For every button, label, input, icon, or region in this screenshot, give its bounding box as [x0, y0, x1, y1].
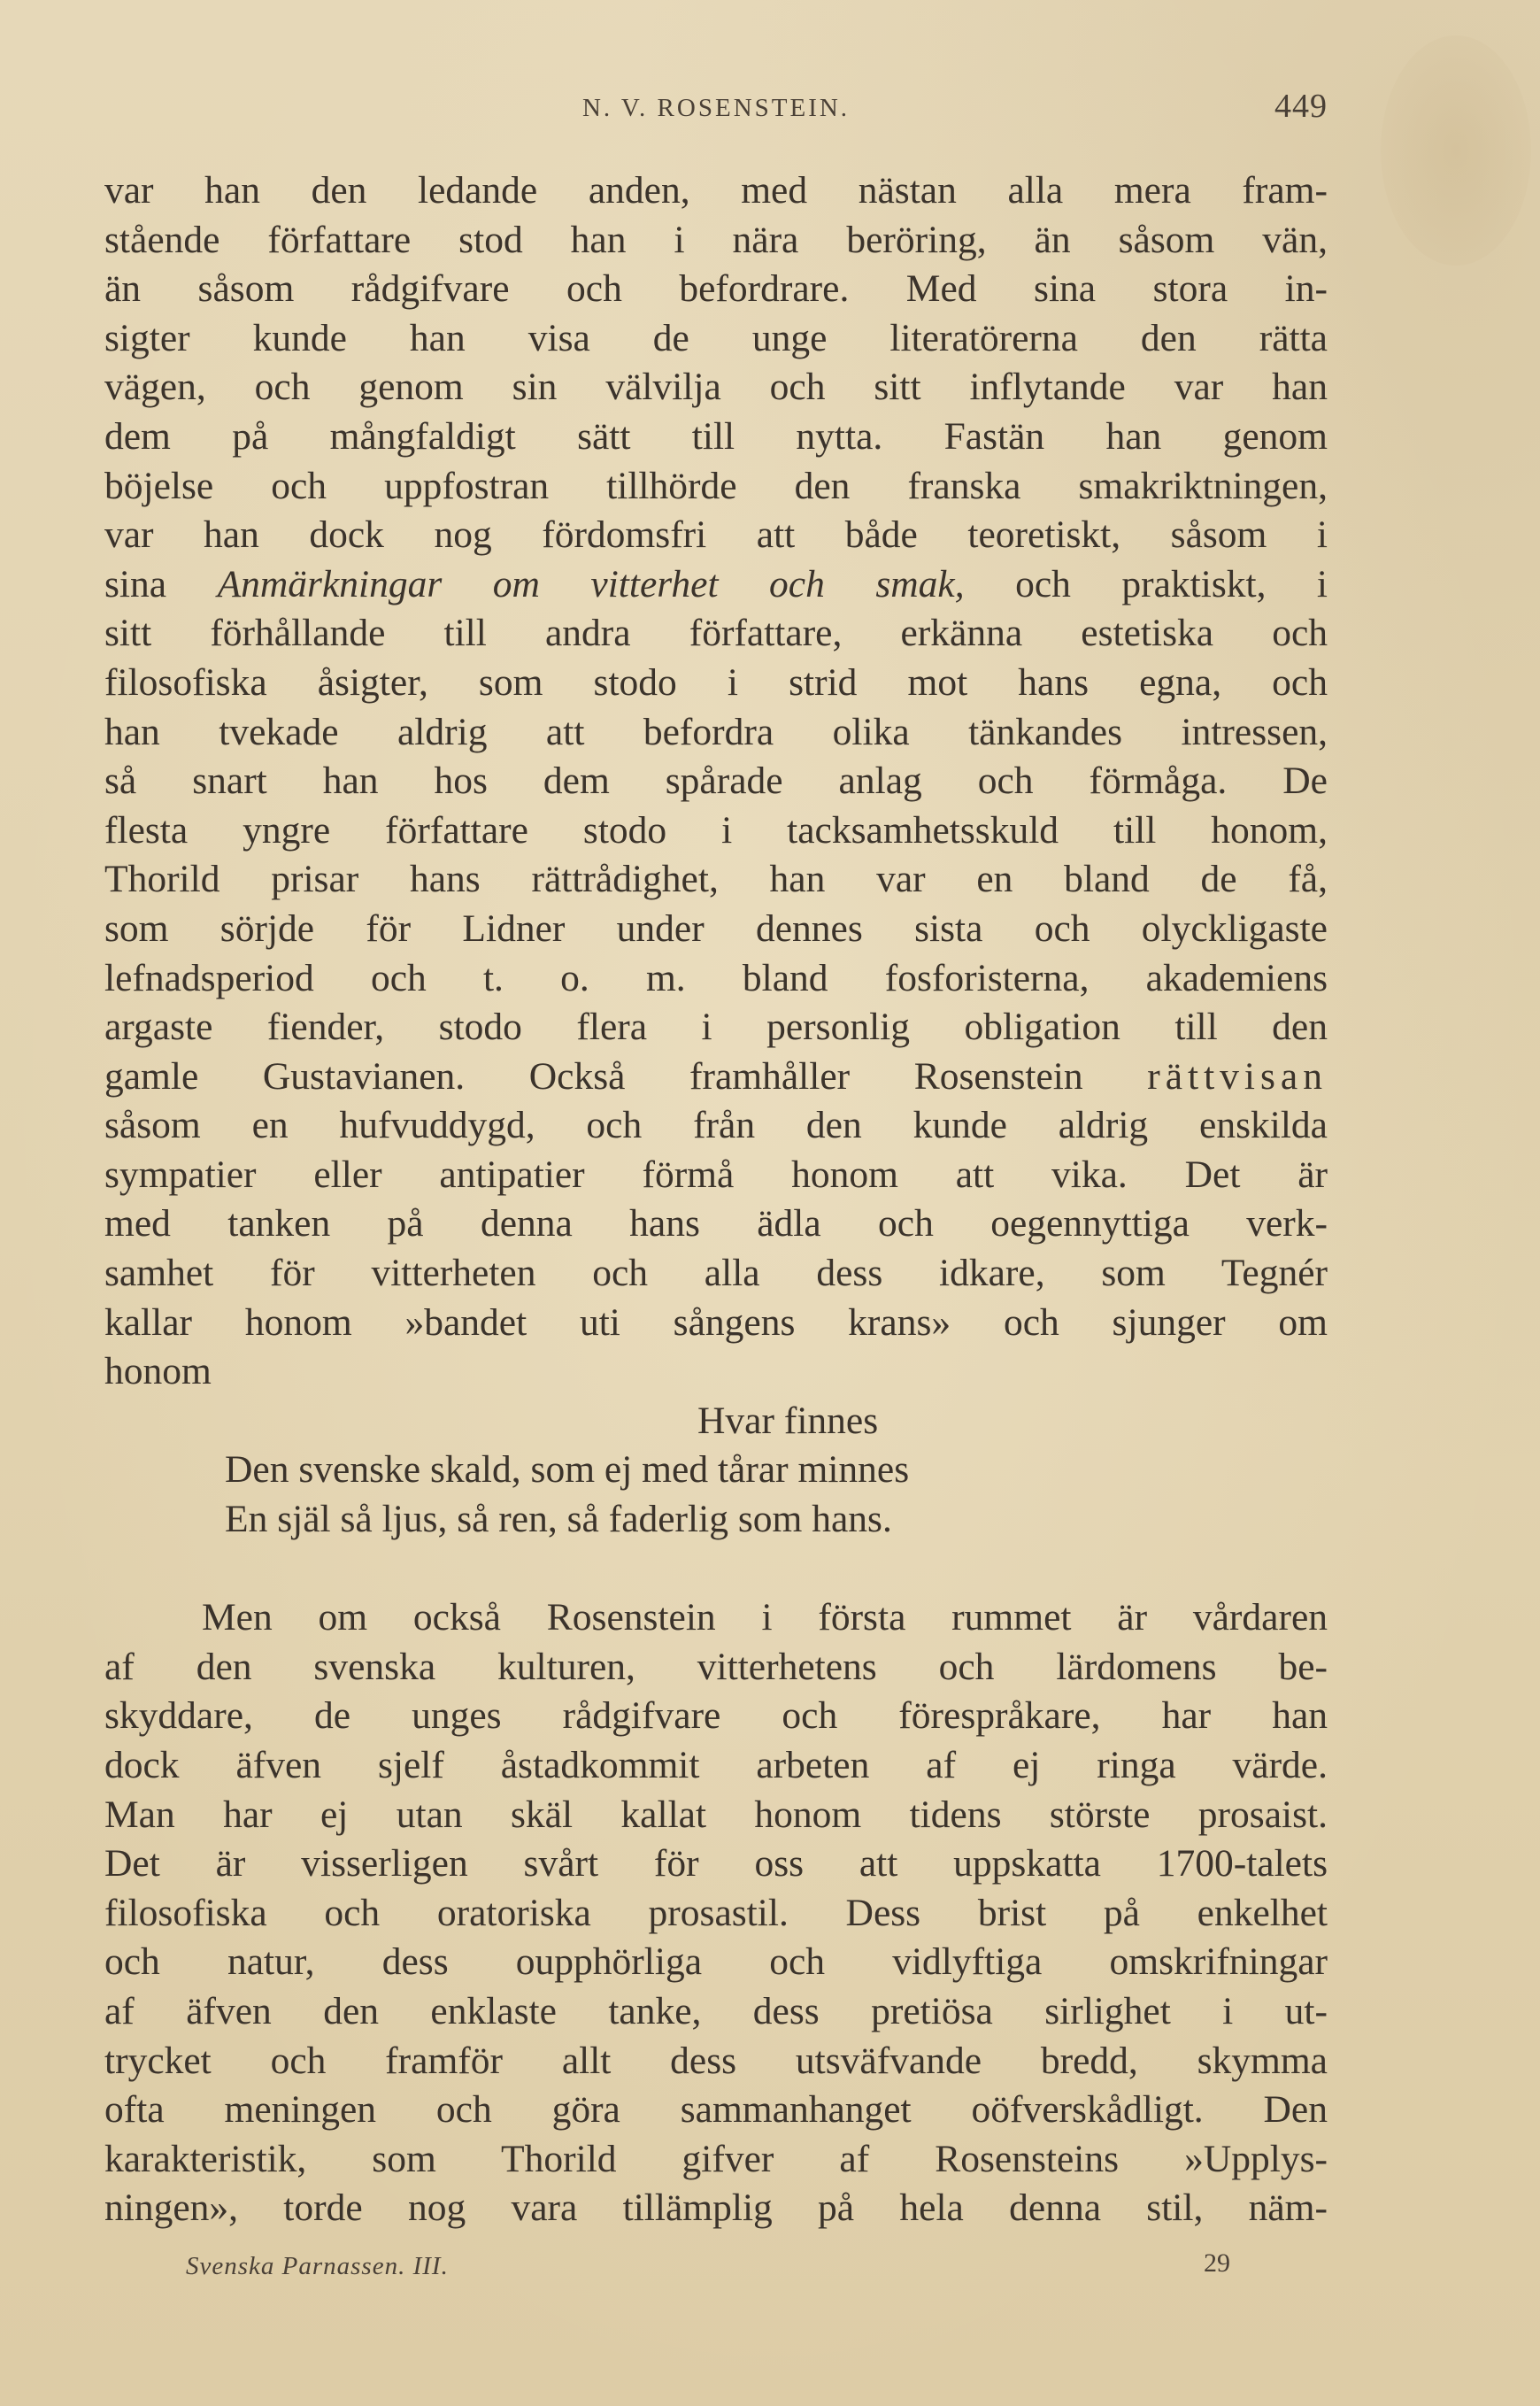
paragraph-gap — [104, 1545, 1328, 1594]
verse-quote — [104, 1397, 1328, 1545]
text-line: samhet för vitterheten och alla dess idkare, som Tegnér — [104, 1252, 1328, 1295]
text-line: af den svenska kulturen, vitterhetens och lärdomens be- — [104, 1645, 1328, 1688]
text-line: filosofiska åsigter, som stodo i strid mot hans egna, och — [104, 660, 1328, 704]
text-line: kallar honom »bandet uti sångens krans» och sjunger om — [104, 1300, 1328, 1344]
text-line-with-emphasis — [104, 1053, 1328, 1102]
text-body — [104, 166, 1328, 2233]
text-line: vägen, och genom sin välvilja och sitt inflytande var han — [104, 366, 1328, 409]
text-line: han tvekade aldrig att befordra olika tänkandes intressen, — [104, 710, 1328, 753]
text-line: sympatier eller antipatier förmå honom att vika. Det är — [104, 1153, 1328, 1196]
line-fragment: sina — [104, 562, 167, 605]
text-line: och natur, dess oupphörliga och vidlyftiga omskrifningar — [104, 1940, 1328, 1984]
text-line: Man har ej utan skäl kallat honom tidens störste prosaist. — [104, 1793, 1328, 1836]
text-line: trycket och framför allt dess utsväfvande bredd, skymma — [104, 2039, 1328, 2082]
verse-line: En själ så ljus, så ren, så faderlig som hans. — [225, 1498, 892, 1541]
text-line: Thorild prisar hans rättrådighet, han var en bland de få, — [104, 858, 1328, 901]
text-line: så snart han hos dem spårade anlag och förmåga. De — [104, 760, 1328, 803]
text-line: stående författare stod han i nära beröring, än såsom vän, — [104, 218, 1328, 261]
text-line: sitt förhållande till andra författare, erkänna estetiska och — [104, 612, 1328, 655]
paragraph-1 — [104, 166, 1328, 1397]
text-line: argaste fiender, stodo flera i personlig obligation till den — [104, 1006, 1328, 1049]
signature-mark: Svenska Parnassen. III. — [186, 2252, 449, 2280]
paragraph-2 — [104, 1593, 1328, 2233]
text-line: af äfven den enklaste tanke, dess pretiösa sirlighet i ut- — [104, 1989, 1328, 2032]
text-line: filosofiska och oratoriska prosastil. Dess brist på enkelhet — [104, 1891, 1328, 1934]
text-line-with-title — [104, 560, 1328, 610]
text-line: som sörjde för Lidner under dennes sista och olyckligaste — [104, 906, 1328, 950]
text-line: ofta meningen och göra sammanhanget oöfverskådligt. Den — [104, 2088, 1328, 2132]
paper-stain — [1381, 35, 1531, 266]
text-line: Men om också Rosenstein i första rummet är vårdaren — [202, 1596, 1328, 1639]
line-fragment: gamle Gustavianen. Också framhåller Rosenstein — [104, 1054, 1083, 1098]
verse-line: Den svenske skald, som ej med tårar minnes — [225, 1448, 910, 1492]
sheet-number: 29 — [1204, 2248, 1230, 2278]
book-title: Anmärkningar om vitterhet och smak, — [217, 562, 965, 605]
text-line: var han dock nog fördomsfri att både teoretiskt, såsom i — [104, 513, 1328, 557]
text-line: än såsom rådgifvare och befordrare. Med sina stora in- — [104, 267, 1328, 311]
text-line: dock äfven sjelf åstadkommit arbeten af ej ringa värde. — [104, 1744, 1328, 1786]
text-line: var han den ledande anden, med nästan alla mera fram- — [104, 169, 1328, 212]
text-line: med tanken på denna hans ädla och oegennyttiga verk- — [104, 1202, 1328, 1245]
text-line: honom — [104, 1350, 212, 1393]
line-fragment: och praktiskt, i — [1015, 562, 1328, 605]
text-line: ningen», torde nog vara tillämplig på hela denna stil, näm- — [104, 2186, 1328, 2230]
text-line: lefnadsperiod och t. o. m. bland fosforisterna, akademiens — [104, 956, 1328, 999]
running-head — [104, 87, 1328, 131]
spaced-emphasis: rättvisan — [1147, 1054, 1328, 1098]
text-line: dem på mångfaldigt sätt till nytta. Fastän han genom — [104, 414, 1328, 458]
text-line: karakteristik, som Thorild gifver af Rosensteins »Upplys- — [104, 2137, 1328, 2180]
text-line: Det är visserligen svårt för oss att uppskatta 1700-talets — [104, 1842, 1328, 1885]
footer — [186, 2247, 1230, 2291]
text-line: böjelse och uppfostran tillhörde den franska smakriktningen, — [104, 464, 1328, 507]
text-line: skyddare, de unges rådgifvare och förespråkare, har han — [104, 1694, 1328, 1738]
running-title: N. V. ROSENSTEIN. — [581, 94, 851, 122]
text-line: sigter kunde han visa de unge literatörerna den rätta — [104, 316, 1328, 359]
verse-line: Hvar finnes — [697, 1399, 879, 1442]
text-line: såsom en hufvuddygd, och från den kunde aldrig enskilda — [104, 1104, 1328, 1147]
text-line: flesta yngre författare stodo i tacksamhetsskuld till honom, — [104, 808, 1328, 852]
page-number: 449 — [1274, 88, 1328, 125]
